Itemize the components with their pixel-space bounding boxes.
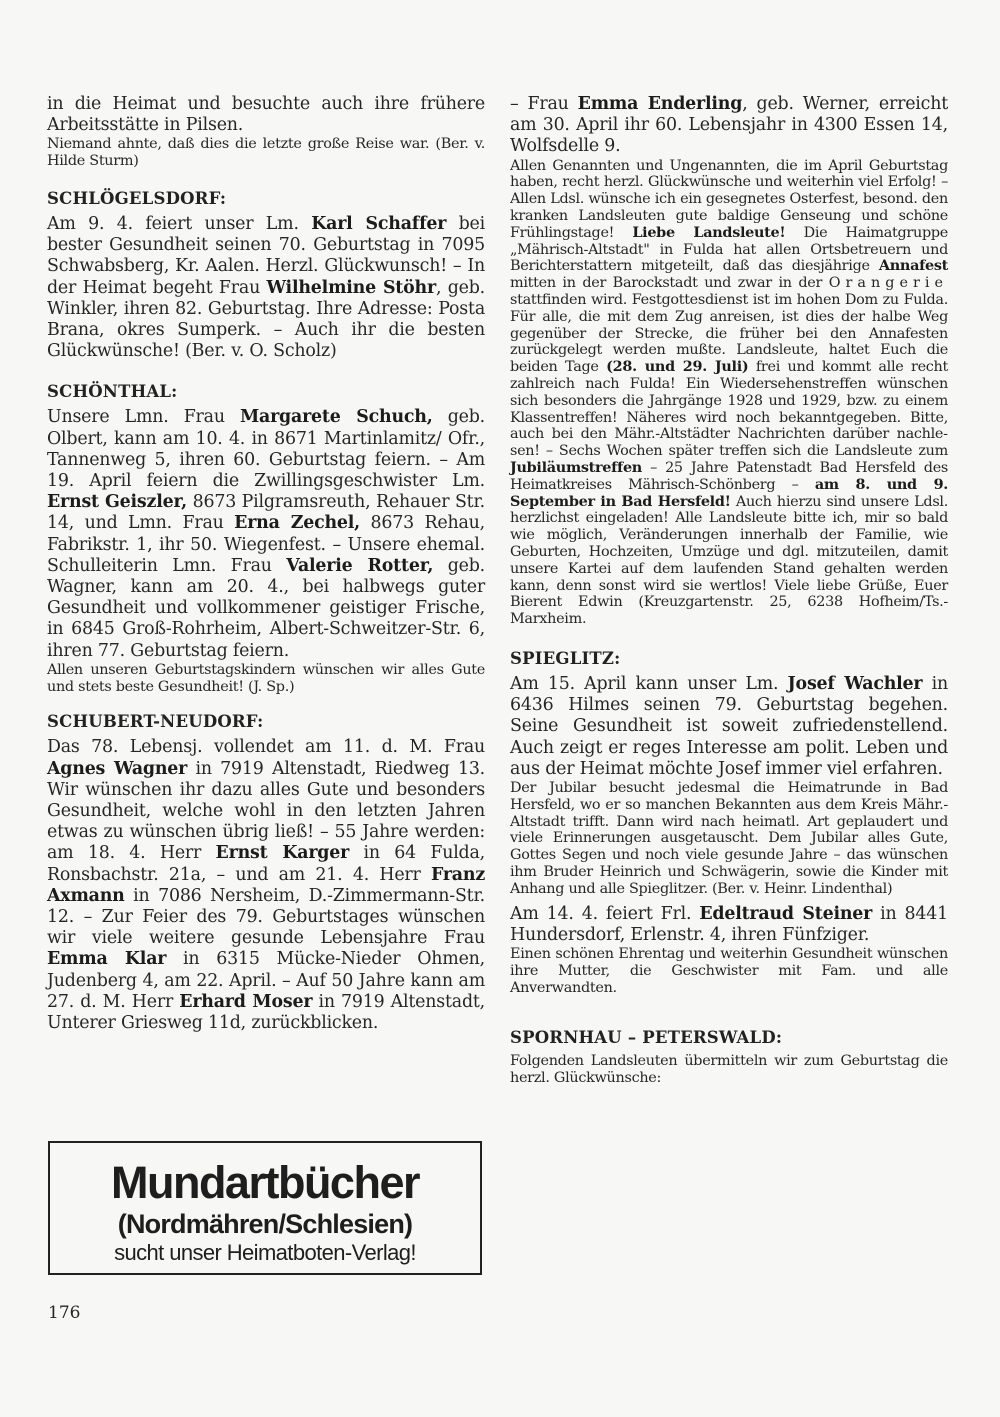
right-column bbox=[510, 94, 948, 1087]
person-name: Erna Zechel, bbox=[234, 513, 361, 534]
emphasis: Annafest bbox=[878, 257, 948, 275]
section-heading-schubert-neudorf: SCHUBERT-NEUDORF: bbox=[47, 712, 264, 732]
schoenthal-note: Allen unseren Geburtstagskindern wünschen wir alles Gute und stets beste Gesundheit! (J. Sp.) bbox=[47, 661, 485, 695]
section-heading-spieglitz: SPIEGLITZ: bbox=[510, 648, 621, 668]
schoenthal-paragraph: Unsere Lmn. Frau Margarete Schuch, geb. Olbert, kann am 10. 4. in 8671 Martinlamitz/ Ofr., Tannenweg 5, ihren 60. Geburtstag feiern. – Am 19. April feiern die Zwillingsgeschwister Lm. Ernst Geiszler, 8673 Pilgramsreuth, Rehauer Str. 14, und Lmn. Frau Erna Zechel, 8673 Rehau, Fabrikstr. 1, ihr 50. Wiegenfest. – Unsere ehemal. Schulleiterin Lmn. Frau Valerie Rotter, geb. Wagner, kann am 20. 4., bei halbwegs guter Gesundheit und vollkommener geistiger Frische, in 6845 Groß-Rohrheim, Albert-Schweitzer-Str. 6, ihren 77. Geburtstag feiern. bbox=[47, 407, 485, 661]
person-name: Margarete Schuch, bbox=[239, 407, 433, 428]
section-heading-schloegelsdorf: SCHLÖGELSDORF: bbox=[47, 189, 227, 208]
person-name: Josef Wachler bbox=[787, 673, 923, 694]
ad-line: sucht unser Heimatboten-Verlag! bbox=[114, 1240, 416, 1265]
ad-subtitle: (Nordmähren/Schlesien) bbox=[117, 1209, 413, 1239]
spieglitz-paragraph-2: Am 14. 4. feiert Frl. Edeltraud Steiner in 8441 Hundersdorf, Erlenstr. 4, ihren Fünfziger. bbox=[510, 903, 948, 945]
person-name: Wilhelmine Stöhr bbox=[266, 277, 436, 298]
person-name: Ernst Geiszler, bbox=[47, 492, 188, 513]
person-name: Edeltraud Steiner bbox=[699, 903, 873, 924]
person-name: Agnes Wagner bbox=[47, 758, 188, 779]
person-name: Franz Axmann bbox=[47, 864, 485, 906]
spieglitz-note-2: Einen schönen Ehrentag und weiterhin Gesundheit wünschen ihre Mutter, die Geschwister mit Fam. und alle Anverwandten. bbox=[510, 945, 948, 996]
announcement-paragraph: Allen Genannten und Ungenannten, die im April Geburtstag haben, recht herzl. Glückwünsche und weiterhin viel Erfolg! – Allen Ldsl. wünsche ich ein gesegnetes Osterfest, besond. den kranken Landsleuten gute baldige Genseung und schöne Frühlingstage! Liebe Landsleute! Die Haimatgruppe „Mährisch-Altstadt" in Fulda hat allen Ortsbetreuern und Berichterstattern mitgeteilt, daß das diesjährige Annafest mitten in der Barockstadt und zwar in der Orangerie stattfinden wird. Festgottesdienst ist im hohen Dom zu Fulda. Für alle, die mit dem Zug anreisen, ist dies der halbe Weg gegenüber der Strecke, die früher bei den Annafesten zurückgelegt werden mußte. Landsleute, haltet Euch die beiden Tage (28. und 29. Juli) frei und kommt alle recht zahlreich nach Fulda! Ein Wiedersehenstreffen wünschen sich besonders die Jahrgänge 1928 und 1929, bzw. zu einem Klassentreffen! Näheres wird noch bekanntgegeben. Bitte, auch bei den Mähr.-Altstädter Nachrichten darüber nachlesen! – Sechs Wochen später treffen sich die Landsleute zum Jubiläumstreffen – 25 Jahre Patenstadt Bad Hersfeld des Heimatkreises Mährisch-Schönberg – am 8. und 9. September in Bad Hersfeld! Auch hierzu sind unsere Ldsl. herzlichst eingeladen! Alle Landsleute bitte ich, mir so bald wie möglich, Veränderungen innerhalb der Familie, wie Geburten, Hochzeiten, Umzüge und dgl. mitzuteilen, damit unsere Kartei auf dem laufenden Stand gehalten werden kann, denn sonst wird sie wertlos! Viele liebe Grüße, Euer Bierent Edwin (Kreuzgartenstr. 25, 6238 Hofheim/Ts.-Marxheim. bbox=[510, 157, 949, 628]
spieglitz-note: Der Jubilar besucht jedesmal die Heimatrunde in Bad Hersfeld, wo er so manchen Bekannten aus dem Kreis Mähr.-Altstadt trifft. Dann wird nach heimatl. Art geplaudert und viele Erinnerungen ausgetauscht. Dem Jubilar alles Gute, Gottes Segen und noch viele gesunde Jahre – das wünschen ihm Bruder Heinrich und Schwägerin, sowie die Kinder mit Anhang und alle Spieglitzer. (Ber. v. Heinr. Lindenthal) bbox=[510, 779, 948, 897]
spieglitz-paragraph: Am 15. April kann unser Lm. Josef Wachler in 6436 Hilmes seinen 79. Geburtstag begehen. Seine Gesundheit ist soweit zufriedenstellend. Auch zeigt er reges Interesse am polit. Leben und aus der Heimat möchte Josef immer viel erfahren. bbox=[510, 673, 948, 779]
emphasis: (28. und 29. Juli) bbox=[606, 358, 749, 376]
person-name: Ernst Karger bbox=[215, 843, 350, 864]
section-heading-spornhau-peterswald: SPORNHAU – PETERSWALD: bbox=[510, 1028, 783, 1048]
emphasis: am 8. und 9. September in Bad Hersfeld! bbox=[510, 475, 948, 510]
person-name: Emma Klar bbox=[47, 949, 167, 970]
person-name: Karl Schaffer bbox=[311, 214, 447, 234]
intro-paragraph: in die Heimat und besuchte auch ihre frühere Arbeitsstätte in Pilsen. bbox=[47, 94, 485, 136]
emphasis: Liebe Landsleute! bbox=[632, 223, 786, 241]
person-name: Valerie Rotter, bbox=[286, 555, 434, 576]
page-number: 176 bbox=[48, 1303, 81, 1323]
left-column bbox=[47, 94, 485, 1034]
spornhau-note: Folgenden Landsleuten übermitteln wir zum Geburtstag die herzl. Glückwünsche: bbox=[510, 1053, 948, 1087]
person-name: Erhard Moser bbox=[179, 991, 313, 1012]
continuation-paragraph: – Frau Emma Enderling, geb. Werner, erreicht am 30. April ihr 60. Lebensjahr in 4300 Essen 14, Wolfsdelle 9. bbox=[510, 94, 948, 157]
section-heading-schoenthal: SCHÖNTHAL: bbox=[47, 382, 178, 402]
advertisement-box bbox=[48, 1141, 482, 1275]
person-name: Emma Enderling bbox=[577, 94, 743, 114]
intro-note: Niemand ahnte, daß dies die letzte große Reise war. (Ber. v. Hilde Sturm) bbox=[47, 136, 485, 170]
ad-title: Mundartbücher bbox=[110, 1157, 419, 1208]
schloegelsdorf-paragraph: Am 9. 4. feiert unser Lm. Karl Schaffer bei bester Gesundheit seinen 70. Geburtstag in 7095 Schwabsberg, Kr. Aalen. Herzl. Glückwunsch! – In der Heimat begeht Frau Wilhelmine Stöhr, geb. Winkler, ihren 82. Geburtstag. Ihre Adresse: Posta Brana, okres Sumperk. – Auch ihr die besten Glückwünsche! (Ber. v. O. Scholz) bbox=[47, 214, 486, 362]
schubert-neudorf-paragraph: Das 78. Lebensj. vollendet am 11. d. M. Frau Agnes Wagner in 7919 Altenstadt, Riedweg 13. Wir wünschen ihr dazu alles Gute und besonders Gesundheit, welche wohl in den letzten Jahren etwas zu wünschen übrig ließ! – 55 Jahre werden: am 18. 4. Herr Ernst Karger in 64 Fulda, Ronsbachstr. 21a, – und am 21. 4. Herr Franz Axmann in 7086 Nersheim, D.-Zimmermann-Str. 12. – Zur Feier des 79. Geburtstages wünschen wir viele weitere gesunde Lebensjahre Frau Emma Klar in 6315 Mücke-Nieder Ohmen, Judenberg 4, am 22. April. – Auf 50 Jahre kann am 27. d. M. Herr Erhard Moser in 7919 Altenstadt, Unterer Griesweg 11d, zurückblicken. bbox=[47, 737, 486, 1034]
emphasis: Jubiläumstreffen bbox=[510, 458, 642, 476]
spaced-word: Orangerie bbox=[828, 275, 948, 292]
